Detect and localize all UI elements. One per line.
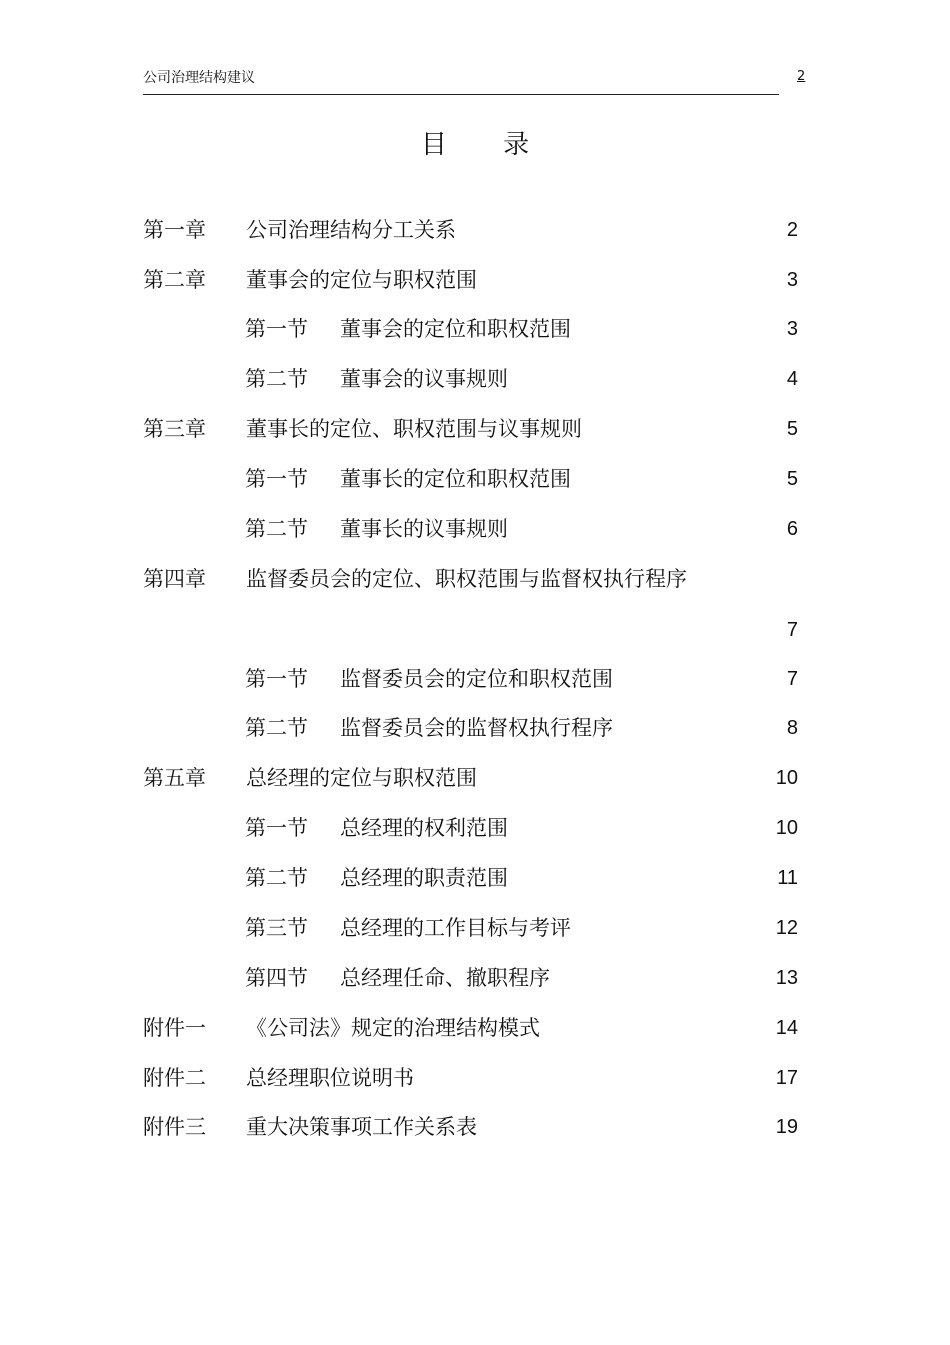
toc-entry-chapter-4[interactable] (0, 564, 950, 644)
toc-entry-section[interactable] (0, 464, 950, 494)
toc-entry-label: 第一节 (245, 467, 308, 491)
toc-entry-section[interactable] (0, 664, 950, 694)
toc-entry-label: 附件三 (143, 1115, 206, 1139)
toc-entry-page: 7 (786, 668, 798, 690)
toc-entry-page: 19 (775, 1116, 798, 1138)
toc-entry-label: 第二章 (143, 268, 206, 292)
toc-entry-appendix-1[interactable] (0, 1013, 950, 1043)
toc-entry-title: 总经理的权利范围 (340, 816, 508, 840)
toc-entry-page: 8 (786, 717, 798, 739)
toc-entry-section[interactable] (0, 813, 950, 843)
toc-entry-title: 董事会的定位与职权范围 (246, 268, 477, 292)
toc-entry-chapter-1[interactable] (0, 215, 950, 245)
toc-entry-title: 公司治理结构分工关系 (246, 218, 456, 242)
toc-entry-page: 3 (786, 318, 798, 340)
toc-entry-section[interactable] (0, 514, 950, 544)
toc-entry-label: 第二节 (245, 367, 308, 391)
toc-entry-title: 董事长的议事规则 (340, 517, 508, 541)
toc-entry-page: 4 (786, 368, 798, 390)
toc-entry-label: 附件二 (143, 1066, 206, 1090)
toc-entry-section[interactable] (0, 364, 950, 394)
toc-entry-page: 10 (775, 767, 798, 789)
toc-entry-title: 监督委员会的监督权执行程序 (340, 716, 613, 740)
toc-entry-title: 董事长的定位和职权范围 (340, 467, 571, 491)
toc-entry-label: 第二节 (245, 866, 308, 890)
toc-entry-title: 总经理的定位与职权范围 (246, 766, 477, 790)
toc-entry-chapter-5[interactable] (0, 763, 950, 793)
toc-entry-page: 2 (786, 219, 798, 241)
toc-entry-title: 总经理的职责范围 (340, 866, 508, 890)
toc-entry-label: 第一节 (245, 667, 308, 691)
toc-entry-title: 《公司法》规定的治理结构模式 (246, 1016, 540, 1040)
toc-title: 目 录 (420, 130, 554, 160)
toc-entry-title: 总经理职位说明书 (246, 1066, 414, 1090)
header-title: 公司治理结构建议 (143, 70, 255, 86)
toc-entry-section[interactable] (0, 863, 950, 893)
toc-entry-label: 第三章 (143, 417, 206, 441)
toc-entry-page: 5 (786, 468, 798, 490)
toc-entry-label: 第二节 (245, 517, 308, 541)
toc-entry-page: 10 (775, 817, 798, 839)
toc-entry-chapter-3[interactable] (0, 414, 950, 444)
toc-entry-label: 第二节 (245, 716, 308, 740)
toc-entry-title: 董事会的定位和职权范围 (340, 317, 571, 341)
toc-entry-title: 董事会的议事规则 (340, 367, 508, 391)
toc-entry-title: 总经理任命、撤职程序 (340, 966, 550, 990)
toc-entry-section[interactable] (0, 713, 950, 743)
toc-entry-label: 第一节 (245, 816, 308, 840)
toc-entry-title: 董事长的定位、职权范围与议事规则 (246, 417, 582, 441)
toc-entry-page: 7 (786, 619, 798, 641)
toc-entry-section[interactable] (0, 963, 950, 993)
toc-entry-page: 12 (775, 917, 798, 939)
toc-entry-page: 6 (786, 518, 798, 540)
toc-entry-label: 第一节 (245, 317, 308, 341)
toc-entry-label: 第三节 (245, 916, 308, 940)
page-number: 2 (797, 69, 806, 84)
toc-entry-page: 11 (777, 867, 798, 889)
toc-entry-label: 附件一 (143, 1016, 206, 1040)
toc-entry-appendix-2[interactable] (0, 1063, 950, 1093)
toc-entry-title: 监督委员会的定位、职权范围与监督权执行程序 (246, 567, 687, 591)
toc-entry-page: 5 (786, 418, 798, 440)
toc-entry-page: 13 (775, 967, 798, 989)
toc-entry-label: 第四章 (143, 567, 206, 591)
toc-entry-chapter-2[interactable] (0, 265, 950, 295)
toc-entry-title: 总经理的工作目标与考评 (340, 916, 571, 940)
toc-entry-section[interactable] (0, 314, 950, 344)
toc-entry-title: 重大决策事项工作关系表 (246, 1115, 477, 1139)
toc-entry-page: 3 (786, 269, 798, 291)
toc-entry-page: 14 (775, 1017, 798, 1039)
toc-entry-title: 监督委员会的定位和职权范围 (340, 667, 613, 691)
toc-entry-section[interactable] (0, 913, 950, 943)
toc-entry-label: 第五章 (143, 766, 206, 790)
toc-entry-appendix-3[interactable] (0, 1112, 950, 1142)
toc-entry-label: 第四节 (245, 966, 308, 990)
toc-entry-label: 第一章 (143, 218, 206, 242)
toc-entry-page: 17 (775, 1067, 798, 1089)
